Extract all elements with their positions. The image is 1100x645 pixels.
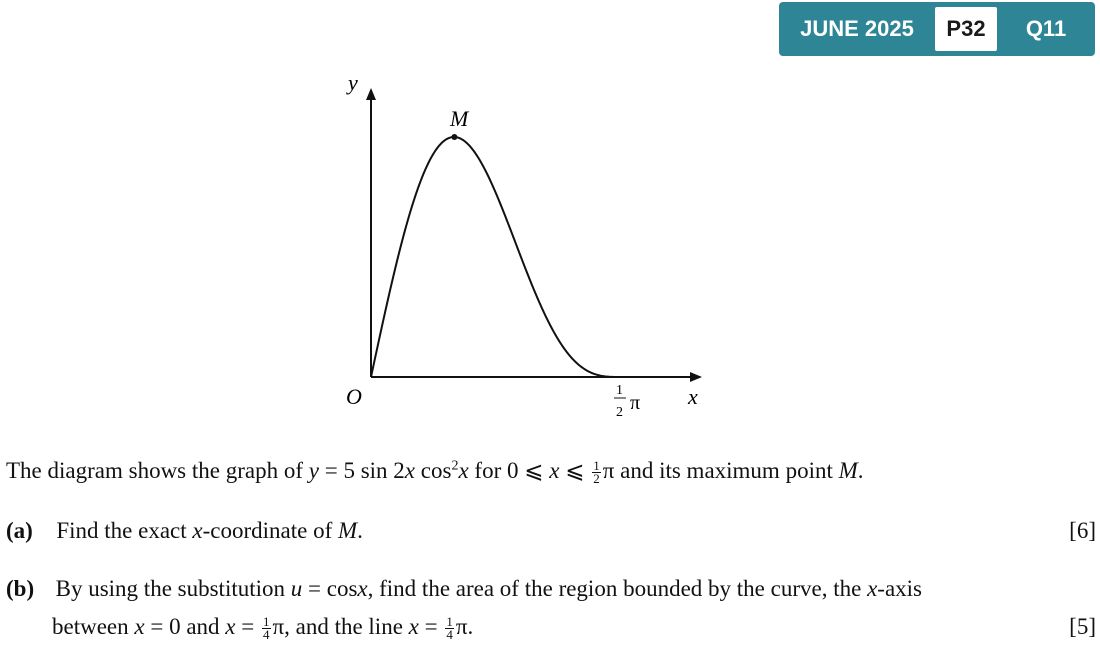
question-tag <box>779 2 1095 56</box>
half-fraction: $\frac{1}{2}$ <box>593 458 600 487</box>
part-b-label: (b) <box>6 576 35 601</box>
curve-diagram <box>330 60 720 430</box>
paper-label: P32 <box>935 7 997 51</box>
x-axis-label: x <box>688 384 698 409</box>
curve-path <box>371 137 620 377</box>
question-number: Q11 <box>1025 16 1067 41</box>
part-a-label: (a) <box>6 518 33 543</box>
origin-label: O <box>346 384 362 409</box>
part-b-line-2: between x = 0 and x = $\frac{1}{4}$ π, and the line x = $\frac{1}{4}$ π. <box>52 614 474 643</box>
x-tick-denominator: 2 <box>616 405 623 420</box>
max-point <box>451 134 457 140</box>
part-b-marks: [5] <box>1069 614 1096 639</box>
quarter-fraction-1: $\frac{1}{4}$ <box>263 614 270 643</box>
x-tick-numerator: 1 <box>616 383 623 398</box>
max-point-label: M <box>450 106 469 131</box>
part-a: (a) Find the exact x-coordinate of M. <box>6 518 363 543</box>
session-label: JUNE 2025 <box>800 16 914 41</box>
x-tick-pi: π <box>630 392 641 414</box>
question-intro: The diagram shows the graph of y = 5 sin 2x $\cos^2x$ for 0 ⩽ x ⩽ $\frac{1}{2}$ π and its maximum point M. <box>6 458 864 487</box>
y-axis-label: y <box>348 70 358 95</box>
part-a-marks: [6] <box>1069 518 1096 543</box>
quarter-fraction-2: $\frac{1}{4}$ <box>446 614 453 643</box>
part-b-line-1: (b) By using the substitution u = cosx, find the area of the region bounded by the curve, the x-axis <box>6 576 922 601</box>
